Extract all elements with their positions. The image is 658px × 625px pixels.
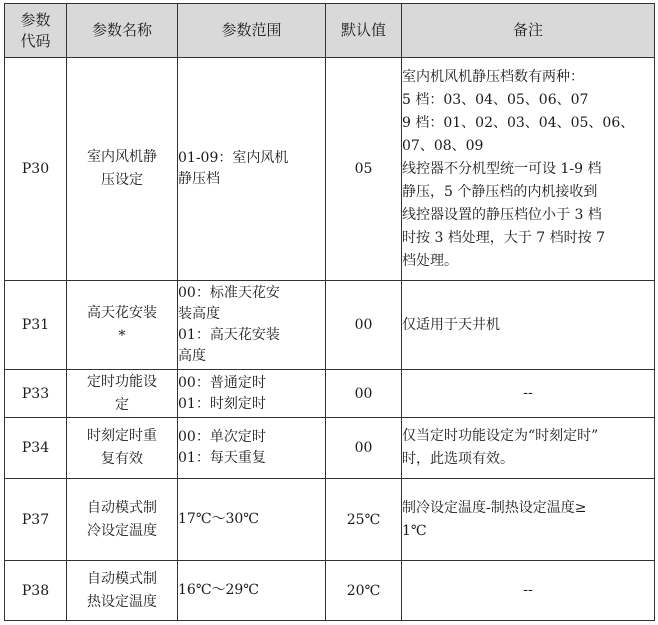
param-name: 自动模式制 冷设定温度 — [67, 479, 178, 561]
param-default: 00 — [326, 281, 402, 370]
param-note: 室内机风机静压档数有两种： 5 档：03、04、05、06、07 9 档：01、02、03、04、05、06、 07、08、09 线控器不分机型统一可设 1-9 档 静压，5 个静压档的内机接收到 线控器设置的静压档位小于 3 档 时按 3 档处理，大于 7 档时按 7 档处理。 — [402, 58, 655, 281]
header-default: 默认值 — [326, 4, 402, 58]
param-default: 25℃ — [326, 479, 402, 561]
param-default: 20℃ — [326, 561, 402, 621]
header-note: 备注 — [402, 4, 655, 58]
param-name: 自动模式制 热设定温度 — [67, 561, 178, 621]
param-range: 16℃～29℃ — [178, 561, 326, 621]
param-code: P30 — [5, 58, 67, 281]
param-range: 17℃～30℃ — [178, 479, 326, 561]
header-row — [5, 4, 655, 58]
param-name: 室内风机静 压设定 — [67, 58, 178, 281]
table-row — [5, 479, 655, 561]
param-default: 00 — [326, 370, 402, 418]
param-range: 00：单次定时 01：每天重复 — [178, 418, 326, 479]
param-range: 01-09：室内风机 静压档 — [178, 58, 326, 281]
table-row — [5, 561, 655, 621]
param-code: P34 — [5, 418, 67, 479]
param-code: P33 — [5, 370, 67, 418]
param-note: 仅适用于天井机 — [402, 281, 655, 370]
header-code: 参数 代码 — [5, 4, 67, 58]
param-default: 00 — [326, 418, 402, 479]
header-name: 参数名称 — [67, 4, 178, 58]
table-row — [5, 58, 655, 281]
param-range: 00：普通定时 01：时刻定时 — [178, 370, 326, 418]
table-row — [5, 281, 655, 370]
param-range: 00：标准天花安 装高度 01：高天花安装 高度 — [178, 281, 326, 370]
param-note: -- — [402, 561, 655, 621]
param-name: 时刻定时重 复有效 — [67, 418, 178, 479]
param-note: -- — [402, 370, 655, 418]
param-note: 制冷设定温度-制热设定温度≥ 1℃ — [402, 479, 655, 561]
param-code: P37 — [5, 479, 67, 561]
parameter-table — [4, 3, 655, 621]
param-code: P38 — [5, 561, 67, 621]
table-row — [5, 418, 655, 479]
param-name: 定时功能设 定 — [67, 370, 178, 418]
header-range: 参数范围 — [178, 4, 326, 58]
param-default: 05 — [326, 58, 402, 281]
param-note: 仅当定时功能设定为“时刻定时” 时，此选项有效。 — [402, 418, 655, 479]
param-code: P31 — [5, 281, 67, 370]
param-name: 高天花安装 * — [67, 281, 178, 370]
table-row — [5, 370, 655, 418]
